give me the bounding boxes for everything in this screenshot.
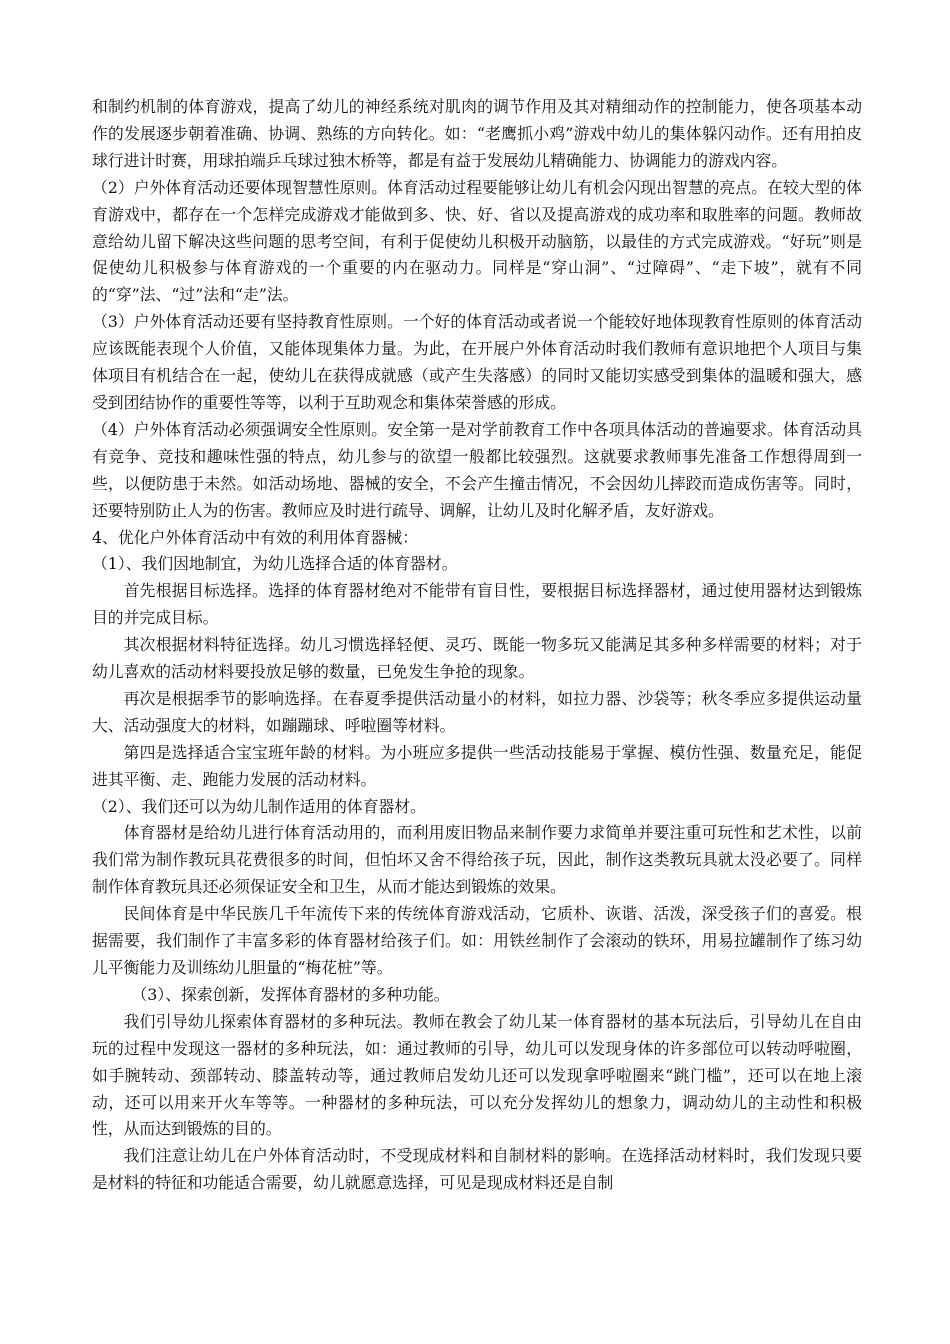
document-page	[92, 94, 862, 1197]
paragraph-3: （3）户外体育活动还要有坚持教育性原则。一个好的体育活动或者说一个能较好地体现教育性原则的体育活动应该既能表现个人价值，又能体现集体力量。为此，在开展户外体育活动时我们教师有意识地把个人项目与集体项目有机结合在一起，使幼儿在获得成就感（或产生失落感）的同时又能切实感受到集体的温暖和强大，感受到团结协作的重要性等等，以利于互助观念和集体荣誉感的形成。	[92, 312, 862, 412]
paragraph-material-selection: 其次根据材料特征选择。幼儿习惯选择轻便、灵巧、既能一物多玩又能满足其多种多样需要的材料；对于幼儿喜欢的活动材料要投放足够的数量，已免发生争抢的现象。	[92, 635, 862, 682]
subheading-3: （3）、探索创新，发挥体育器材的多种功能。	[131, 984, 450, 1004]
section-heading-4: 4、优化户外体育活动中有效的利用体育器械：	[92, 527, 418, 547]
paragraph-explore-uses: 我们引导幼儿探索体育器材的多种玩法。教师在教会了幼儿某一体育器材的基本玩法后，引导幼儿在自由玩的过程中发现这一器材的多种玩法，如：通过教师的引导，幼儿可以发现身体的许多部位可以转动呼啦圈，如手腕转动、颈部转动、膝盖转动等，通过教师启发幼儿还可以发现拿呼啦圈来“跳门槛”，还可以在地上滚动，还可以用来开火车等等。一种器材的多种玩法，可以充分发挥幼儿的想象力，调动幼儿的主动性和积极性，从而达到锻炼的目的。	[92, 1011, 862, 1139]
paragraph-equipment-making: 体育器材是给幼儿进行体育活动用的，而利用废旧物品来制作要力求简单并要注重可玩性和艺术性，以前我们常为制作教玩具花费很多的时间，但怕坏又舍不得给孩子玩，因此，制作这类教玩具就太没必要了。同样制作体育教玩具还必须保证安全和卫生，从而才能达到锻炼的效果。	[92, 823, 862, 897]
paragraph-4: （4）户外体育活动必须强调安全性原则。安全第一是对学前教育工作中各项具体活动的普遍要求。体育活动具有竞争、竞技和趣味性强的特点，幼儿参与的欲望一般都比较强烈。这就要求教师事先准备工作想得周到一些，以便防患于未然。如活动场地、器械的安全，不会产生撞击情况，不会因幼儿摔跤而造成伤害等。同时，还要特别防止人为的伤害。教师应及时进行疏导、调解，让幼儿及时化解矛盾，友好游戏。	[92, 419, 862, 520]
paragraph-1: 和制约机制的体育游戏，提高了幼儿的神经系统对肌肉的调节作用及其对精细动作的控制能力，使各项基本动作的发展逐步朝着准确、协调、熟练的方向转化。如：“老鹰抓小鸡”游戏中幼儿的集体躲闪动作。还有用拍皮球行进计时赛，用球拍端乒乓球过独木桥等，都是有益于发展幼儿精确能力、协调能力的游戏内容。	[92, 97, 862, 170]
paragraph-age-selection: 第四是选择适合宝宝班年龄的材料。为小班应多提供一些活动技能易于掌握、模仿性强、数量充足，能促进其平衡、走、跑能力发展的活动材料。	[92, 742, 862, 789]
paragraph-folk-sports: 民间体育是中华民族几千年流传下来的传统体育游戏活动，它质朴、诙谐、活泼，深受孩子们的喜爱。根据需要，我们制作了丰富多彩的体育器材给孩子们。如：用铁丝制作了会滚动的铁环，用易拉罐制作了练习幼儿平衡能力及训练幼儿胆量的“梅花桩”等。	[92, 904, 862, 977]
paragraph-season-selection: 再次是根据季节的影响选择。在春夏季提供活动量小的材料，如拉力器、沙袋等；秋冬季应多提供运动量大、活动强度大的材料，如蹦蹦球、呼啦圈等材料。	[92, 688, 862, 735]
paragraph-target-selection: 首先根据目标选择。选择的体育器材绝对不能带有盲目性，要根据目标选择器材，通过使用器材达到锻炼目的并完成目标。	[92, 581, 862, 628]
subheading-2: （2）、我们还可以为幼儿制作适用的体育器材。	[92, 796, 426, 816]
paragraph-2: （2）户外体育活动还要体现智慧性原则。体育活动过程要能够让幼儿有机会闪现出智慧的亮点。在较大型的体育游戏中，都存在一个怎样完成游戏才能做到多、快、好、省以及提高游戏的成功率和取胜率的问题。教师故意给幼儿留下解决这些问题的思考空间，有利于促使幼儿积极开动脑筋，以最佳的方式完成游戏。“好玩”则是促使幼儿积极参与体育游戏的一个重要的内在驱动力。同样是“穿山洞”、“过障碍”、“走下坡”，就有不同的“穿”法、“过”法和“走”法。	[92, 177, 862, 305]
paragraph-materials-choice: 我们注意让幼儿在户外体育活动时，不受现成材料和自制材料的影响。在选择活动材料时，我们发现只要是材料的特征和功能适合需要，幼儿就愿意选择，可见是现成材料还是自制	[92, 1146, 862, 1193]
subheading-1: （1）、我们因地制宜，为幼儿选择合适的体育器材。	[92, 554, 458, 574]
